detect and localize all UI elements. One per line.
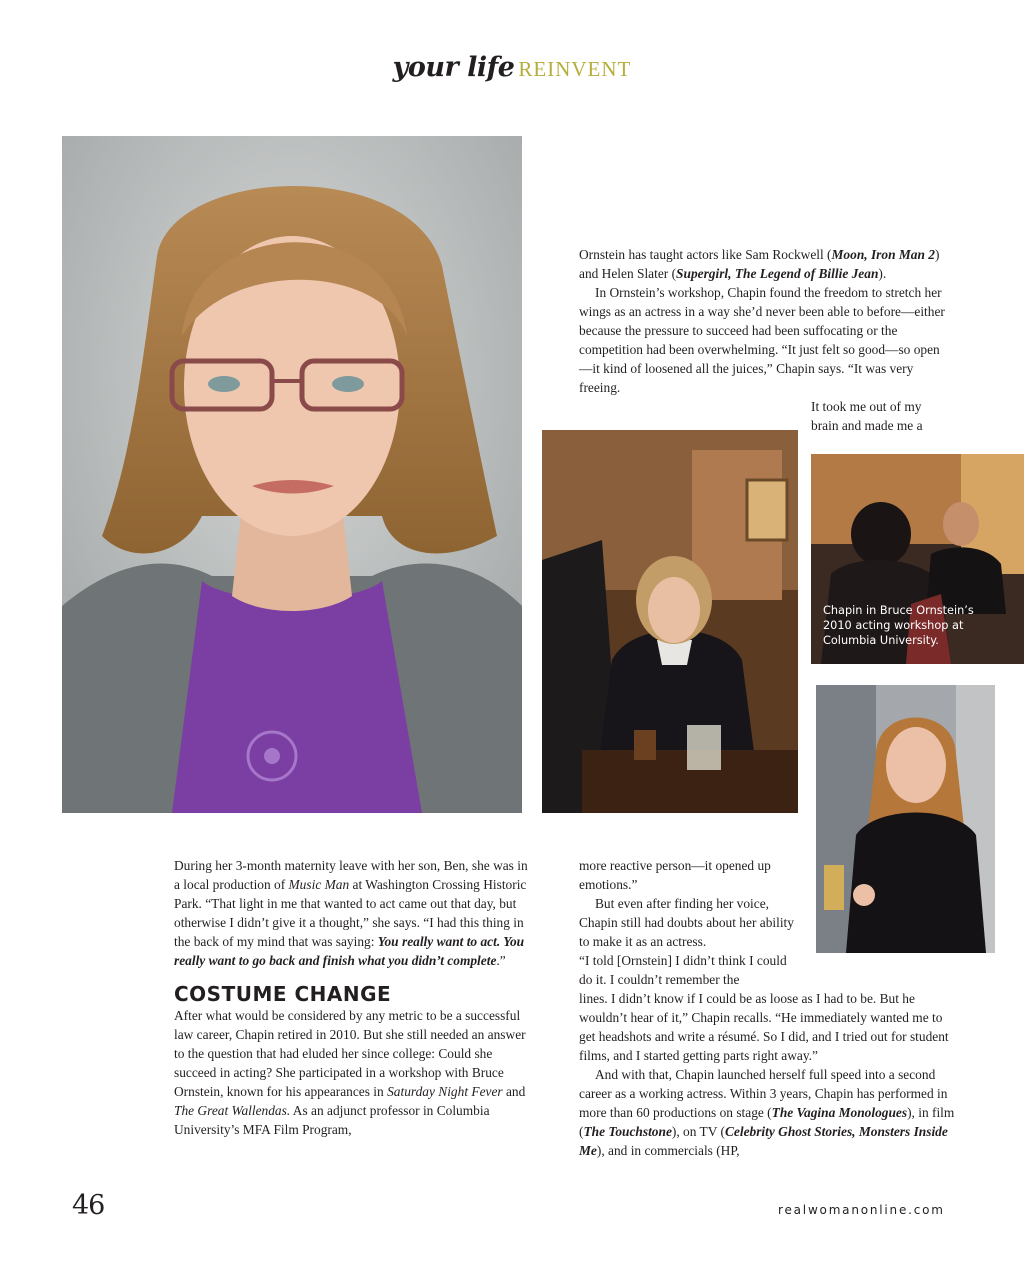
text-run: and [502, 1084, 526, 1099]
section-header [0, 52, 1024, 83]
quoted-thought: You really want to act. You really want to go back and finish what you didn’t complete [174, 934, 525, 968]
text-run: ), on TV ( [671, 1124, 725, 1139]
subhead: COSTUME CHANGE [174, 982, 392, 1006]
paragraph [579, 1065, 959, 1160]
caption-line: Chapin in Bruce Ornstein’s [823, 604, 974, 617]
caption-line: Columbia University. [823, 634, 939, 647]
film-title: The Great Wallendas. [174, 1103, 291, 1118]
paragraph [174, 1006, 536, 1139]
text-run: Ornstein has taught actors like Sam Rockwell ( [579, 247, 832, 262]
text-run: ), in film ( [579, 1105, 955, 1139]
article-column-right-top [579, 245, 949, 435]
text-run: After what would be considered by any metric to be a successful law career, Chapin retired in 2010. But she still needed an answer to the question that had eluded her since college: Could she succeed in acting? She participated in a workshop with Bruce Ornstein, known for his appearances in [174, 1008, 526, 1099]
text-run: ) and Helen Slater ( [579, 247, 940, 281]
text-run: And with that, Chapin launched herself full speed into a second career as a working actress. Within 3 years, Chapin has performed in more than 60 productions on stage ( [579, 1067, 948, 1120]
website-url: realwomanonline.com [778, 1203, 945, 1217]
film-title: The Touchstone [583, 1124, 672, 1139]
courtroom-photo [542, 430, 798, 813]
text-run: As an adjunct professor in Columbia University’s MFA Film Program, [174, 1103, 490, 1137]
paragraph [174, 856, 536, 970]
paragraph-continuation: It took me out of my brain and made me a [811, 399, 923, 433]
production-title: Music Man [288, 877, 350, 892]
production-title: The Vagina Monologues [771, 1105, 908, 1120]
text-run: .” [496, 953, 506, 968]
paragraph [579, 245, 949, 283]
film-title: Supergirl, The Legend of Billie Jean [676, 266, 879, 281]
tv-titles: Celebrity Ghost Stories, Monsters Inside Me [579, 1124, 948, 1158]
wrapped-text-block [579, 856, 801, 989]
workshop-photo-caption [823, 603, 1023, 648]
paragraph: lines. I didn’t know if I could be as loose as I had to be. But he wouldn’t hear of it,” Chapin recalls. “He immediately wanted me to get headshots and write a résumé. So I did, and I tried out for student films, and I started getting parts right away.” [579, 991, 949, 1063]
film-title: Moon, Iron Man 2 [831, 247, 935, 262]
paragraph: “I told [Ornstein] I didn’t think I could do it. I couldn’t remember the [579, 953, 787, 987]
film-title: Saturday Night Fever [387, 1084, 503, 1099]
text-run: During her 3-month maternity leave with her son, Ben, she was in a local production of [174, 858, 528, 892]
text-run: ). [878, 266, 887, 281]
caption-line: 2010 acting workshop at [823, 619, 964, 632]
article-column-left [174, 856, 536, 1139]
paragraph: In Ornstein’s workshop, Chapin found the freedom to stretch her wings as an actress in a way she’d never been able to before—either because the pressure to succeed had been suffocating or the competition had been overwhelming. “It just felt so good—so open—it kind of loosened all the juices,” Chapin says. “It was very freeing. [579, 285, 945, 395]
paragraph: But even after finding her voice, Chapin still had doubts about her ability to make it as an actress. [579, 896, 794, 949]
magazine-section-brand: your life [392, 52, 515, 83]
paragraph: more reactive person—it opened up emotions.” [579, 858, 771, 892]
text-run: at Washington Crossing Historic Park. “That light in me that wanted to act came out that day, but otherwise I didn’t give it a thought,” she says. “I had this thing in the back of my mind that was saying: [174, 877, 527, 949]
section-title: REINVENT [518, 57, 632, 81]
portrait-photo [62, 136, 522, 813]
article-column-right-bottom [579, 856, 959, 1160]
text-run: ), and in commercials (HP, [596, 1143, 740, 1158]
page-number: 46 [72, 1190, 105, 1221]
